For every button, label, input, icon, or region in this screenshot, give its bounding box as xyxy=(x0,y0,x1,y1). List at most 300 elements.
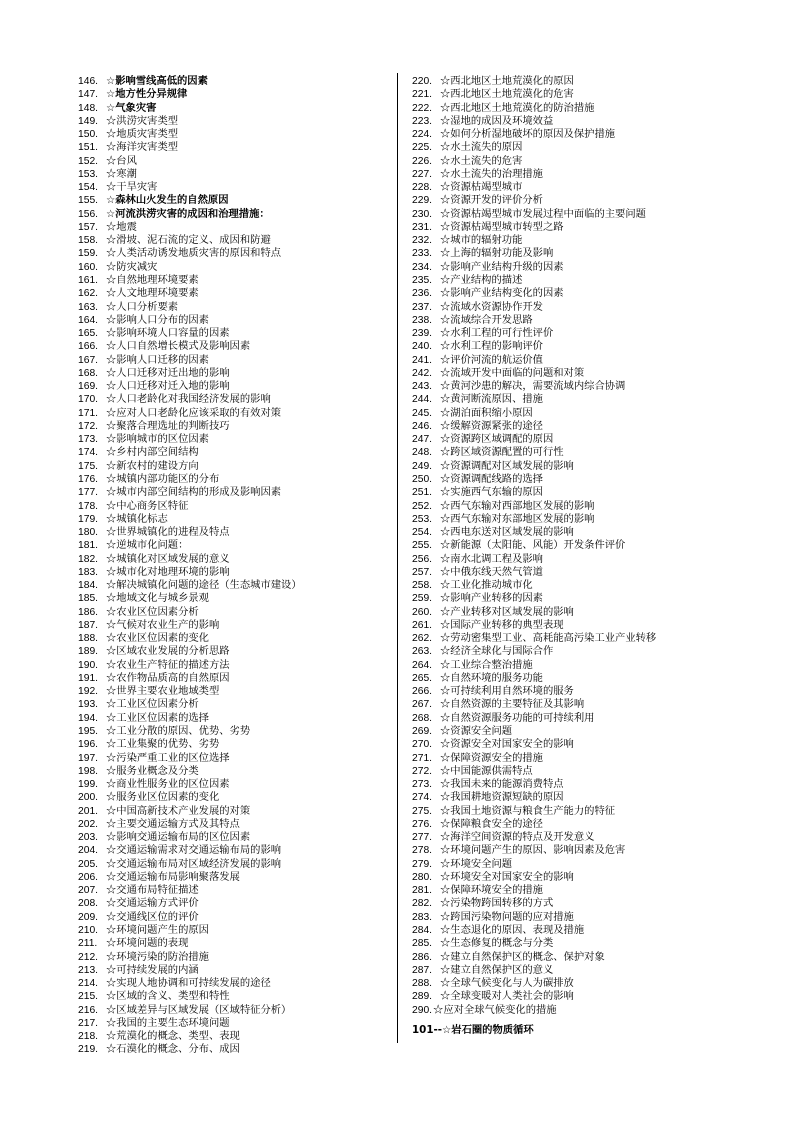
item-number: 234. xyxy=(412,261,433,273)
list-item xyxy=(78,1004,393,1017)
item-text: ☆资源调配对区域发展的影响 xyxy=(440,459,574,472)
item-text: ☆农业区位因素分析 xyxy=(106,605,199,618)
item-text: ☆西气东输对东部地区发展的影响 xyxy=(440,512,595,525)
item-text: ☆人文地理环境要素 xyxy=(106,287,199,300)
item-number: 232. xyxy=(412,235,433,247)
list-item xyxy=(412,712,712,725)
list-item xyxy=(78,606,393,619)
item-text: ☆农作物品质高的自然原因 xyxy=(106,671,230,684)
item-number: 236. xyxy=(412,288,433,300)
item-text: ☆地震 xyxy=(106,220,137,233)
item-text: ☆交通运输布局对区域经济发展的影响 xyxy=(106,857,282,870)
item-number: 209. xyxy=(78,911,99,923)
list-item xyxy=(78,274,393,287)
item-number: 196. xyxy=(78,739,99,751)
item-number: 164. xyxy=(78,314,99,326)
item-number: 271. xyxy=(412,752,433,764)
item-text: ☆自然资源的主要特征及其影响 xyxy=(440,698,585,711)
item-number: 213. xyxy=(78,964,99,976)
list-item xyxy=(412,393,712,406)
item-number: 184. xyxy=(78,580,99,592)
item-text: ☆人类活动诱发地质灾害的原因和特点 xyxy=(106,247,282,260)
item-text: ☆影响雪线高低的因素 xyxy=(106,75,208,87)
list-item xyxy=(412,526,712,539)
list-item xyxy=(78,115,393,128)
list-item xyxy=(78,871,393,884)
list-item xyxy=(412,247,712,260)
item-text: ☆影响人口迁移的因素 xyxy=(106,353,209,366)
item-number: 190. xyxy=(78,659,99,671)
item-number: 231. xyxy=(412,221,433,233)
list-item xyxy=(412,924,712,937)
item-number: 183. xyxy=(78,566,99,578)
item-text: ☆区域的含义、类型和特性 xyxy=(106,990,230,1003)
list-item xyxy=(78,168,393,181)
item-number: 186. xyxy=(78,606,99,618)
item-text: ☆湿地的成因及环境效益 xyxy=(440,114,554,127)
item-text: ☆河流洪涝灾害的成因和治理措施： xyxy=(106,207,270,220)
item-number: 247. xyxy=(412,434,433,446)
item-text: ☆国际产业转移的典型表现 xyxy=(440,618,564,631)
item-text: ☆资源跨区域调配的原因 xyxy=(440,433,554,446)
item-text: ☆西气东输对西部地区发展的影响 xyxy=(440,499,595,512)
item-text: ☆实现人地协调和可持续发展的途径 xyxy=(106,977,271,990)
item-number: 155. xyxy=(78,195,99,207)
item-number: 258. xyxy=(412,580,433,592)
item-text: ☆我国未来的能源消费特点 xyxy=(440,778,564,791)
item-text: ☆自然地理环境要素 xyxy=(106,273,199,286)
item-text: ☆资源枯竭型城市转型之路 xyxy=(440,220,564,233)
list-item xyxy=(412,208,712,221)
item-number: 176. xyxy=(78,473,99,485)
list-item xyxy=(412,844,712,857)
item-text: ☆聚落合理选址的判断技巧 xyxy=(106,419,230,432)
left-topic-list xyxy=(78,75,393,1057)
list-item xyxy=(78,128,393,141)
item-text: ☆逆城市化问题： xyxy=(106,539,189,552)
item-text: ☆上海的辐射功能及影响 xyxy=(440,247,554,260)
item-text: ☆服务业概念及分类 xyxy=(106,764,199,777)
item-number: 212. xyxy=(78,951,99,963)
item-number: 287. xyxy=(412,964,433,976)
item-text: ☆影响产业结构变化的因素 xyxy=(440,287,564,300)
item-text: ☆交通运输需求对交通运输布局的影响 xyxy=(106,844,282,857)
list-item xyxy=(412,340,712,353)
list-item xyxy=(412,778,712,791)
list-item xyxy=(78,712,393,725)
list-item xyxy=(78,844,393,857)
list-item xyxy=(412,539,712,552)
item-number: 251. xyxy=(412,487,433,499)
item-text: ☆农业生产特征的描述方法 xyxy=(106,658,230,671)
item-text: ☆气候对农业生产的影响 xyxy=(106,618,220,631)
list-item xyxy=(412,964,712,977)
list-item xyxy=(78,340,393,353)
list-item xyxy=(78,778,393,791)
item-number: 284. xyxy=(412,925,433,936)
item-number: 205. xyxy=(78,858,99,870)
item-text: ☆可持续利用自然环境的服务 xyxy=(440,685,574,698)
list-item xyxy=(412,102,712,115)
item-number: 268. xyxy=(412,712,433,724)
item-number: 168. xyxy=(78,367,99,379)
item-text: ☆我国的主要生态环境问题 xyxy=(106,1016,230,1029)
item-number: 203. xyxy=(78,832,99,844)
list-item xyxy=(412,88,712,101)
item-text: ☆新能源（太阳能、风能）开发条件评价 xyxy=(440,539,626,552)
item-text: ☆城镇化对区域发展的意义 xyxy=(106,552,230,565)
list-item xyxy=(78,526,393,539)
list-item xyxy=(412,632,712,645)
list-item xyxy=(78,805,393,818)
item-number: 189. xyxy=(78,646,99,658)
item-number: 156. xyxy=(78,208,99,220)
item-number: 253. xyxy=(412,513,433,525)
item-number: 276. xyxy=(412,818,433,830)
list-item xyxy=(78,314,393,327)
item-number: 182. xyxy=(78,553,99,565)
item-text: ☆城镇内部功能区的分布 xyxy=(106,472,220,485)
list-item xyxy=(78,911,393,924)
item-number: 277. xyxy=(412,832,433,844)
item-number: 256. xyxy=(412,553,433,565)
item-number: 201. xyxy=(78,805,99,817)
item-number: 259. xyxy=(412,593,433,605)
list-item xyxy=(412,911,712,924)
list-item xyxy=(78,738,393,751)
item-number: 153. xyxy=(78,168,99,180)
item-number: 243. xyxy=(412,381,433,393)
item-number: 162. xyxy=(78,288,99,300)
item-number: 282. xyxy=(412,898,433,910)
item-number: 227. xyxy=(412,168,433,180)
item-number: 269. xyxy=(412,726,433,738)
item-text: ☆人口老龄化对我国经济发展的影响 xyxy=(106,393,271,406)
list-item xyxy=(412,592,712,605)
item-number: 146. xyxy=(78,76,99,87)
item-text: ☆地质灾害类型 xyxy=(106,128,179,141)
item-text: ☆解决城镇化问题的途径（生态城市建设） xyxy=(106,579,302,592)
list-item xyxy=(412,951,712,964)
item-text: ☆生态修复的概念与分类 xyxy=(440,937,554,950)
item-text: ☆交通运输布局影响聚落发展 xyxy=(106,870,240,883)
item-text: ☆水利工程的影响评价 xyxy=(440,340,543,353)
list-item xyxy=(412,831,712,844)
item-text: ☆经济全球化与国际合作 xyxy=(440,645,554,658)
item-text: ☆资源安全问题 xyxy=(440,725,513,738)
item-number: 180. xyxy=(78,527,99,539)
item-number: 283. xyxy=(412,911,433,923)
item-number: 261. xyxy=(412,619,433,631)
list-item xyxy=(78,858,393,871)
item-text: ☆环境污染的防治措施 xyxy=(106,950,209,963)
item-number: 181. xyxy=(78,540,99,552)
item-number: 174. xyxy=(78,447,99,459)
list-item xyxy=(412,685,712,698)
item-number: 150. xyxy=(78,129,99,141)
item-text: ☆产业转移对区域发展的影响 xyxy=(440,605,574,618)
list-item xyxy=(78,181,393,194)
item-number: 207. xyxy=(78,885,99,897)
item-text: ☆资源调配线路的选择 xyxy=(440,472,543,485)
item-number: 267. xyxy=(412,699,433,711)
item-number: 166. xyxy=(78,341,99,353)
list-item xyxy=(78,897,393,910)
item-number: 241. xyxy=(412,354,433,366)
item-number: 154. xyxy=(78,182,99,194)
item-number: 187. xyxy=(78,619,99,631)
list-item xyxy=(412,513,712,526)
item-text: ☆中国高新技术产业发展的对策 xyxy=(106,804,251,817)
item-text: ☆实施西气东输的原因 xyxy=(440,486,543,499)
item-text: ☆主要交通运输方式及其特点 xyxy=(106,817,240,830)
item-number: 289. xyxy=(412,991,433,1003)
item-text: ☆人口迁移对迁入地的影响 xyxy=(106,380,230,393)
item-text: ☆防灾减灾 xyxy=(106,260,158,273)
item-text: ☆西北地区土地荒漠化的防治措施 xyxy=(440,101,595,114)
item-number: 285. xyxy=(412,938,433,950)
item-text: ☆流域开发中面临的问题和对策 xyxy=(440,366,585,379)
item-text: ☆应对人口老龄化应该采取的有效对策 xyxy=(106,406,282,419)
list-item xyxy=(78,460,393,473)
item-text: ☆西北地区土地荒漠化的原因 xyxy=(440,75,574,87)
item-text: ☆资源安全对国家安全的影响 xyxy=(440,738,574,751)
list-item xyxy=(78,539,393,552)
item-number: 170. xyxy=(78,394,99,406)
item-number: 223. xyxy=(412,115,433,127)
list-item xyxy=(412,884,712,897)
list-item xyxy=(412,261,712,274)
item-text: ☆人口分析要素 xyxy=(106,300,179,313)
list-item xyxy=(412,486,712,499)
item-text: ☆森林山火发生的自然原因 xyxy=(106,194,229,207)
list-item xyxy=(78,659,393,672)
item-number: 206. xyxy=(78,871,99,883)
list-item xyxy=(412,460,712,473)
list-item xyxy=(412,367,712,380)
item-number: 249. xyxy=(412,460,433,472)
list-item xyxy=(78,672,393,685)
item-number: 245. xyxy=(412,407,433,419)
item-number: 288. xyxy=(412,978,433,990)
item-text: ☆保障粮食安全的途径 xyxy=(440,817,543,830)
list-item xyxy=(78,831,393,844)
item-text: ☆世界城镇化的进程及特点 xyxy=(106,526,230,539)
item-number: 229. xyxy=(412,195,433,207)
list-item xyxy=(78,513,393,526)
item-text: ☆气象灾害 xyxy=(106,101,157,114)
list-item xyxy=(412,115,712,128)
item-number: 178. xyxy=(78,500,99,512)
item-text: ☆跨区域资源配置的可行性 xyxy=(440,446,564,459)
item-text: ☆中国能源供需特点 xyxy=(440,764,533,777)
list-item xyxy=(412,314,712,327)
item-number: 188. xyxy=(78,633,99,645)
item-number: 279. xyxy=(412,858,433,870)
item-text: ☆如何分析湿地破坏的原因及保护措施 xyxy=(440,128,616,141)
list-item xyxy=(412,698,712,711)
item-text: ☆影响产业转移的因素 xyxy=(440,592,543,605)
list-item xyxy=(78,553,393,566)
item-text: ☆工业集聚的优势、劣势 xyxy=(106,738,220,751)
item-number: 240. xyxy=(412,341,433,353)
item-number: 161. xyxy=(78,274,99,286)
list-item xyxy=(412,791,712,804)
list-item xyxy=(78,645,393,658)
item-text: ☆污染物跨国转移的方式 xyxy=(440,897,554,910)
item-text: ☆水利工程的可行性评价 xyxy=(440,327,554,340)
list-item xyxy=(78,1030,393,1043)
item-text: ☆人口自然增长模式及影响因素 xyxy=(106,340,251,353)
item-text: ☆台风 xyxy=(106,154,137,167)
list-item xyxy=(78,301,393,314)
item-text: ☆区域差异与区域发展（区域特征分析） xyxy=(106,1003,292,1016)
list-item xyxy=(78,261,393,274)
list-item xyxy=(78,619,393,632)
list-item xyxy=(412,433,712,446)
item-number: 194. xyxy=(78,712,99,724)
item-text: ☆干旱灾害 xyxy=(106,181,158,194)
left-column xyxy=(78,75,393,1057)
item-number: 216. xyxy=(78,1004,99,1016)
list-item xyxy=(412,168,712,181)
list-item xyxy=(78,393,393,406)
list-item xyxy=(412,287,712,300)
item-text: ☆中俄东线天然气管道 xyxy=(440,565,543,578)
list-item xyxy=(78,937,393,950)
list-item xyxy=(78,752,393,765)
item-number: 158. xyxy=(78,235,99,247)
list-item xyxy=(78,234,393,247)
item-number: 244. xyxy=(412,394,433,406)
item-text: ☆人口迁移对迁出地的影响 xyxy=(106,366,230,379)
list-item xyxy=(78,155,393,168)
item-text: ☆西电东送对区域发展的影响 xyxy=(440,526,574,539)
list-item xyxy=(78,632,393,645)
item-number: 233. xyxy=(412,248,433,260)
item-text: ☆城市的辐射功能 xyxy=(440,234,523,247)
list-item xyxy=(78,194,393,207)
item-number: 221. xyxy=(412,89,433,101)
list-item xyxy=(78,102,393,115)
item-text: ☆建立自然保护区的概念、保护对象 xyxy=(440,950,605,963)
item-text: ☆荒漠化的概念、类型、表现 xyxy=(106,1030,240,1043)
item-number: 148. xyxy=(78,102,99,114)
item-number: 197. xyxy=(78,752,99,764)
item-text: ☆城市化对地理环境的影响 xyxy=(106,565,230,578)
item-text: ☆流域水资源协作开发 xyxy=(440,300,543,313)
list-item xyxy=(412,977,712,990)
list-item xyxy=(412,234,712,247)
item-number: 177. xyxy=(78,487,99,499)
item-text: ☆工业分散的原因、优势、劣势 xyxy=(106,725,251,738)
list-item xyxy=(78,433,393,446)
item-text: ☆洪涝灾害类型 xyxy=(106,114,179,127)
item-number: 224. xyxy=(412,129,433,141)
list-item xyxy=(78,924,393,937)
item-number: 237. xyxy=(412,301,433,313)
right-column xyxy=(412,75,712,1017)
item-text: ☆评价河流的航运价值 xyxy=(440,353,543,366)
list-item xyxy=(78,698,393,711)
item-text: ☆影响城市的区位因素 xyxy=(106,433,209,446)
item-text: ☆新农村的建设方向 xyxy=(106,459,199,472)
list-item xyxy=(412,500,712,513)
list-item xyxy=(412,752,712,765)
list-item xyxy=(78,951,393,964)
item-text: ☆污染严重工业的区位选择 xyxy=(106,751,230,764)
list-item xyxy=(412,566,712,579)
item-text: ☆影响环境人口容量的因素 xyxy=(106,327,230,340)
list-item xyxy=(78,88,393,101)
item-text: ☆中心商务区特征 xyxy=(106,499,189,512)
list-item xyxy=(412,818,712,831)
item-text: ☆交通运输方式评价 xyxy=(106,897,199,910)
item-text: ☆水土流失的危害 xyxy=(440,154,523,167)
item-text: ☆西北地区土地荒漠化的危害 xyxy=(440,88,574,101)
list-item xyxy=(78,500,393,513)
list-item xyxy=(78,287,393,300)
item-text: ☆影响人口分布的因素 xyxy=(106,313,209,326)
list-item xyxy=(412,897,712,910)
list-item xyxy=(78,592,393,605)
item-number: 262. xyxy=(412,633,433,645)
item-text: ☆全球变暖对人类社会的影响 xyxy=(440,990,574,1003)
item-number: 199. xyxy=(78,779,99,791)
item-number: 173. xyxy=(78,434,99,446)
item-number: 275. xyxy=(412,805,433,817)
item-text: ☆南水北调工程及影响 xyxy=(440,552,543,565)
footer-heading: 101--☆岩石圈的物质循环 xyxy=(412,1024,534,1036)
item-number: 265. xyxy=(412,672,433,684)
list-item xyxy=(78,141,393,154)
item-number: 202. xyxy=(78,818,99,830)
list-item xyxy=(78,818,393,831)
item-number: 230. xyxy=(412,208,433,220)
list-item xyxy=(412,420,712,433)
item-text: ☆水土流失的原因 xyxy=(440,141,523,154)
item-number: 171. xyxy=(78,407,99,419)
item-text: ☆产业结构的描述 xyxy=(440,273,523,286)
list-item xyxy=(412,155,712,168)
item-number: 250. xyxy=(412,473,433,485)
item-text: ☆影响交通运输布局的区位因素 xyxy=(106,831,251,844)
list-item xyxy=(412,301,712,314)
item-text: ☆我国土地资源与粮食生产能力的特征 xyxy=(440,804,616,817)
item-number: 160. xyxy=(78,261,99,273)
item-number: 239. xyxy=(412,328,433,340)
item-number: 211. xyxy=(78,938,98,950)
item-text: ☆缓解资源紧张的途径 xyxy=(440,419,543,432)
list-item xyxy=(412,473,712,486)
item-text: ☆环境问题产生的原因 xyxy=(106,924,209,936)
item-number: 163. xyxy=(78,301,99,313)
item-text: ☆世界主要农业地域类型 xyxy=(106,685,220,698)
list-item xyxy=(78,579,393,592)
item-number: 151. xyxy=(78,142,99,154)
list-item xyxy=(78,354,393,367)
list-item xyxy=(78,420,393,433)
item-number: 255. xyxy=(412,540,433,552)
item-text: ☆水土流失的治理措施 xyxy=(440,167,543,180)
item-number: 157. xyxy=(78,221,99,233)
list-item xyxy=(412,354,712,367)
list-item xyxy=(78,407,393,420)
item-text: ☆城镇化标志 xyxy=(106,512,168,525)
list-item xyxy=(78,221,393,234)
item-number: 272. xyxy=(412,765,433,777)
item-text: ☆滑坡、泥石流的定义、成因和防避 xyxy=(106,234,271,247)
